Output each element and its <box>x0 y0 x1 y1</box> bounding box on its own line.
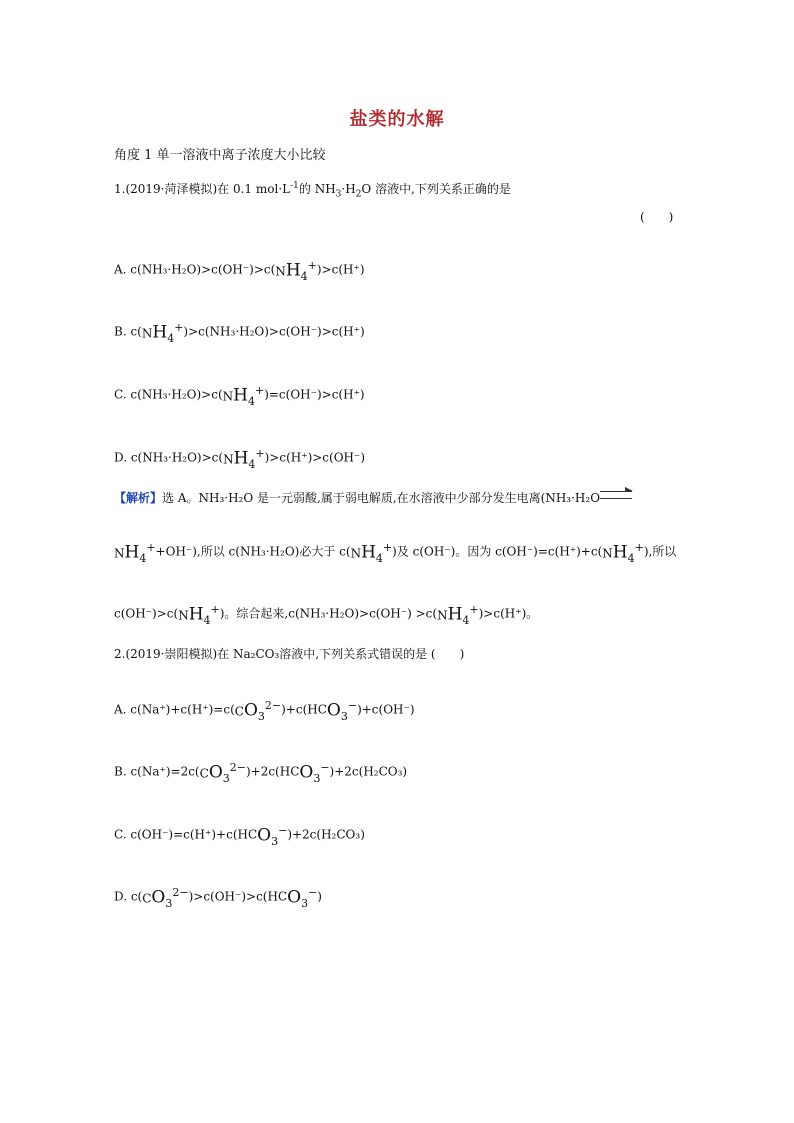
question-2-stem: 2.(2019·崇阳模拟)在 Na₂CO₃溶液中,下列关系式错误的是 ( ) <box>114 647 465 661</box>
ammonium-ion: $NH_4^+$ <box>350 541 393 566</box>
option-text: D. c( <box>114 889 143 904</box>
bicarbonate-oxygen: $O_3^-$ <box>257 824 288 849</box>
ammonium-ion: $NH_4^+$ <box>437 603 479 628</box>
option-text: )+c(HC <box>281 702 327 717</box>
q1-stem-part: O 溶液中,下列关系正确的是 <box>361 182 511 196</box>
q1-option-b <box>114 320 365 347</box>
analysis-tag: 【解析】 <box>114 491 163 505</box>
ammonium-ion: $NH_4^+$ <box>275 259 317 284</box>
option-text: )+2c(H₂CO₃) <box>287 827 365 842</box>
bicarbonate-oxygen: $O_3^-$ <box>326 699 358 724</box>
equilibrium-arrow-icon <box>600 491 632 499</box>
analysis-line-2 <box>114 540 676 567</box>
option-text: )>c(NH₃·H₂O)>c(OH⁻)>c(H⁺) <box>183 324 365 339</box>
ammonium-ion: $NH_4^+$ <box>141 321 184 346</box>
option-text: A. c(Na⁺)+c(H⁺)=c( <box>114 702 235 717</box>
q1-stem-part: 1.(2019·菏泽模拟)在 0.1 mol·L <box>114 182 291 196</box>
carbonate-ion: $CO_3^{2-}$ <box>234 699 282 724</box>
analysis-text: )。综合起来,c(NH₃·H₂O)>c(OH⁻) >c( <box>219 606 438 621</box>
option-text: )>c(H⁺) <box>316 262 365 277</box>
ammonium-ion: $NH_4^+$ <box>114 541 156 566</box>
analysis-text: 选 A。NH₃·H₂O 是一元弱酸,属于弱电解质,在水溶液中少部分发生电离(NH₃·H₂O <box>162 491 601 505</box>
analysis-text: ),所以 <box>643 544 677 559</box>
option-text: )>c(OH⁻)>c(HC <box>188 889 288 904</box>
option-text: )+c(OH⁻) <box>357 702 415 717</box>
ammonium-ion: $NH_4^+$ <box>178 603 220 628</box>
q1-option-a <box>114 258 365 285</box>
option-text: )=c(OH⁻)>c(H⁺) <box>264 387 365 402</box>
option-text: D. c(NH₃·H₂O)>c( <box>114 450 224 465</box>
option-text: C. c(NH₃·H₂O)>c( <box>114 387 223 402</box>
page-title: 盐类的水解 <box>349 109 445 130</box>
option-text: B. c(Na⁺)=2c( <box>114 764 200 779</box>
option-text: )+2c(H₂CO₃) <box>329 764 408 779</box>
analysis-text: c(OH⁻)>c( <box>114 606 179 621</box>
q1-stem-sup: -1 <box>290 181 299 191</box>
q2-option-a <box>114 698 415 725</box>
q2-option-b <box>114 760 407 787</box>
option-text: A. c(NH₃·H₂O)>c(OH⁻)>c( <box>114 262 276 277</box>
analysis-text: )及 c(OH⁻)。因为 c(OH⁻)=c(H⁺)+c( <box>392 544 603 559</box>
q1-option-d <box>114 446 365 473</box>
analysis-line-3 <box>114 602 538 629</box>
q1-stem-sub: 3 <box>335 189 342 200</box>
q1-option-c <box>114 383 365 410</box>
q2-option-d <box>114 885 322 912</box>
option-text: )+2c(HC <box>245 764 300 779</box>
carbonate-ion: $CO_3^{2-}$ <box>142 886 189 911</box>
ammonium-ion: $NH_4^+$ <box>223 447 265 472</box>
q2-option-c <box>114 823 365 850</box>
analysis-line-1 <box>114 490 632 506</box>
ammonium-ion: $NH_4^+$ <box>602 541 644 566</box>
ammonium-ion: $NH_4^+$ <box>222 384 265 409</box>
option-text: )>c(H⁺)>c(OH⁻) <box>264 450 366 465</box>
answer-paren: ( ) <box>640 210 674 224</box>
section-heading: 角度 1 单一溶液中离子浓度大小比较 <box>114 148 326 163</box>
q1-stem-part: 的 NH <box>298 182 336 196</box>
q1-stem-part: ·H <box>341 182 356 196</box>
analysis-text: +OH⁻),所以 c(NH₃·H₂O)必大于 c( <box>155 544 351 559</box>
option-text: ) <box>317 889 322 904</box>
analysis-text: )>c(H⁺)。 <box>478 606 539 621</box>
bicarbonate-oxygen: $O_3^-$ <box>287 886 318 911</box>
option-text: B. c( <box>114 324 142 339</box>
option-text: C. c(OH⁻)=c(H⁺)+c(HC <box>114 827 258 842</box>
question-1-stem: 1.(2019·菏泽模拟)在 0.1 $mol\cdot L^{-1}$的 $NH_3\cdot H_2O$ 溶液中,下列关系正确的是 <box>114 181 511 200</box>
bicarbonate-oxygen: $O_3^-$ <box>299 761 330 786</box>
carbonate-ion: $CO_3^{2-}$ <box>199 761 246 786</box>
